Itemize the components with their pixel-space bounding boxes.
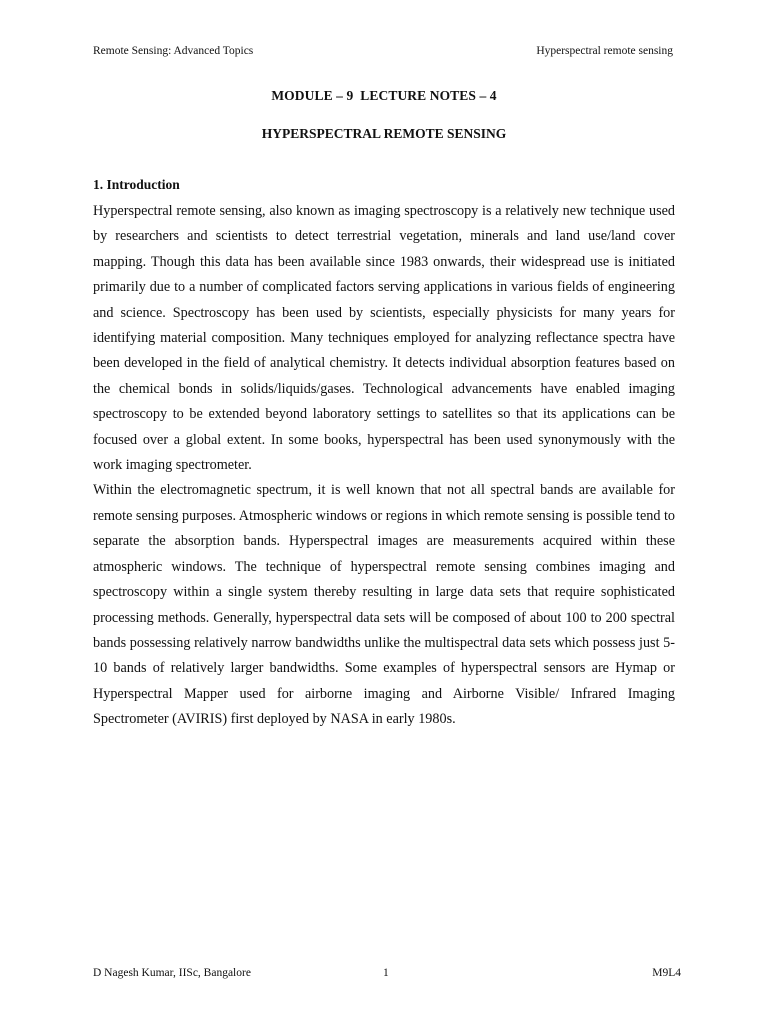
footer-author: D Nagesh Kumar, IISc, Bangalore xyxy=(93,967,251,979)
section-heading: 1. Introduction xyxy=(93,177,180,192)
paragraph: Hyperspectral remote sensing, also known as imaging spectroscopy is a relatively new technique used by researchers and scientists to detect terrestrial vegetation, minerals and land use/land cover mapping. Though this data has been available since 1983 onwards, their widespread use is initiated primarily due to a number of complicated factors serving applications in various fields of engineering and science. Spectroscopy has been used by scientists, especially physicists for many years for identifying material composition. Many techniques employed for analyzing reflectance spectra have been developed in the field of analytical chemistry. It detects individual absorption features based on the chemical bonds in solids/liquids/gases. Technological advancements have enabled imaging spectroscopy to be extended beyond laboratory settings to satellites so that its applications can be focused over a global extent. In some books, hyperspectral has been used synonymously with the work imaging spectrometer. xyxy=(93,203,675,474)
section-body xyxy=(93,199,675,733)
document-title: HYPERSPECTRAL REMOTE SENSING xyxy=(261,126,507,141)
header-topic-title: Hyperspectral remote sensing xyxy=(536,45,673,57)
running-footer xyxy=(93,965,681,981)
header-course-title: Remote Sensing: Advanced Topics xyxy=(93,45,254,57)
page-number: 1 xyxy=(383,967,389,979)
footer-lecture-code: M9L4 xyxy=(652,967,681,979)
running-header xyxy=(93,43,673,59)
paragraph: Within the electromagnetic spectrum, it is well known that not all spectral bands are available for remote sensing purposes. Atmospheric windows or regions in which remote sensing is possible tend to separate the absorption bands. Hyperspectral images are measurements acquired within these atmospheric windows. The technique of hyperspectral remote sensing combines imaging and spectroscopy within a single system thereby resulting in large data sets that require sophisticated processing methods. Generally, hyperspectral data sets will be composed of about 100 to 200 spectral bands possessing relatively narrow bandwidths unlike the multispectral data sets which possess just 5-10 bands of relatively larger bandwidths. Some examples of hyperspectral sensors are Hymap or Hyperspectral Mapper used for airborne imaging and Airborne Visible/ Infrared Imaging Spectrometer (AVIRIS) first deployed by NASA in early 1980s. xyxy=(93,482,676,728)
module-title: MODULE – 9 LECTURE NOTES – 4 xyxy=(271,88,497,103)
